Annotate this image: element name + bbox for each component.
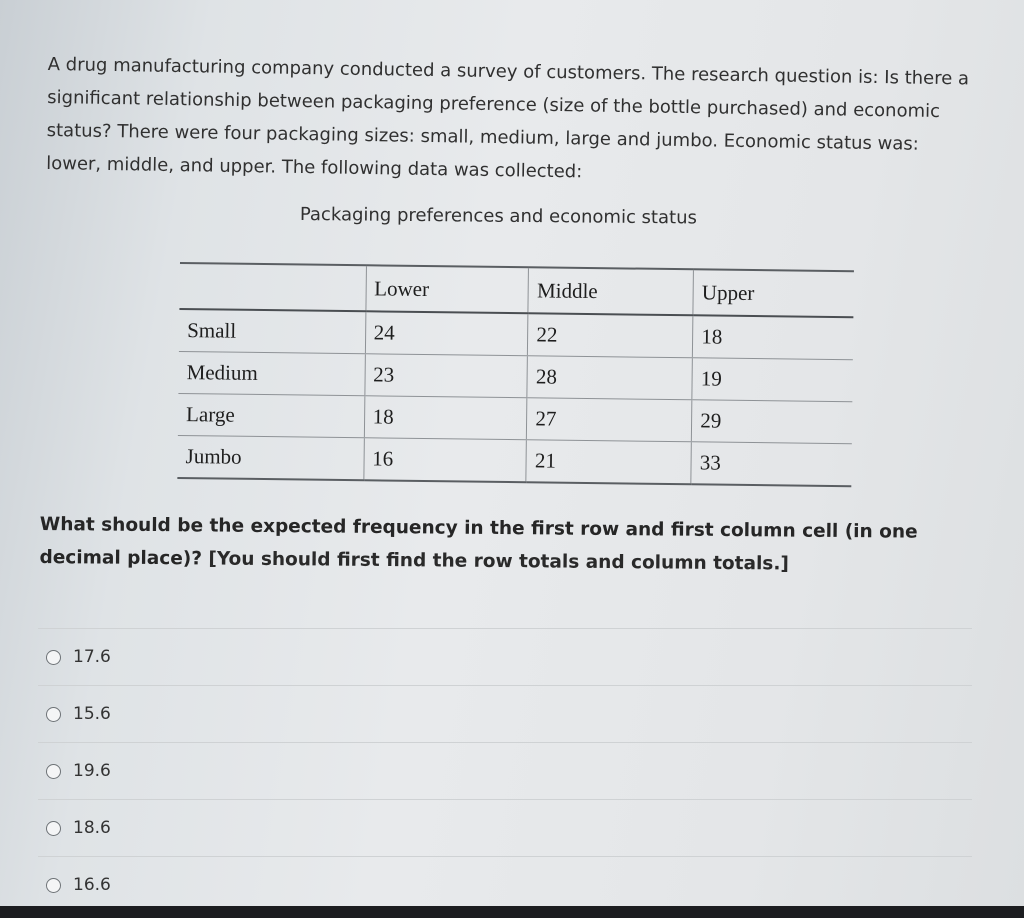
radio-button-icon[interactable] [46, 764, 61, 779]
table-cell: 22 [528, 313, 693, 358]
answer-options [38, 628, 972, 913]
question-prompt [39, 508, 980, 582]
table-cell: 19 [692, 358, 853, 402]
table-cell: 28 [527, 356, 692, 400]
radio-button-icon[interactable] [46, 878, 61, 893]
table-row [177, 435, 851, 486]
prompt-text: What should be the expected frequency in the first row and first column cell (in one decimal place)? [39, 513, 918, 570]
option-label: 17.6 [73, 647, 111, 667]
row-label: Small [179, 309, 366, 354]
table-cell: 23 [364, 354, 527, 398]
table-cell: 33 [691, 442, 852, 486]
answer-option-3[interactable] [38, 742, 972, 799]
table-cell: 27 [527, 398, 692, 442]
table-cell: 16 [363, 438, 526, 482]
table-cell: 18 [693, 315, 854, 359]
answer-option-4[interactable] [38, 799, 972, 856]
data-table [177, 262, 854, 487]
radio-button-icon[interactable] [46, 707, 61, 722]
answer-option-2[interactable] [38, 685, 972, 742]
screen-bezel [0, 906, 1024, 918]
column-header-middle: Middle [528, 267, 693, 315]
answer-option-1[interactable] [38, 628, 972, 685]
table-caption: Packaging preferences and economic status [299, 204, 698, 229]
table-cell: 21 [526, 440, 691, 485]
prompt-hint: [You should first find the row totals and column totals.] [208, 548, 789, 575]
option-label: 16.6 [73, 875, 111, 895]
row-label: Large [178, 393, 365, 437]
table-header-row [179, 263, 854, 317]
question-intro: A drug manufacturing company conducted a survey of customers. The research question is: Is there a significant relationship between packaging preference (size of the bottle purchased) and economic status? There were four packaging sizes: small, medium, large and jumbo. Economic status was: lower, middle, and upper. The following data was collected: [46, 53, 970, 183]
column-header-upper: Upper [693, 269, 854, 317]
answer-option-5[interactable] [38, 856, 972, 913]
column-header-blank [179, 263, 366, 311]
column-header-lower: Lower [365, 265, 528, 313]
table-cell: 29 [692, 400, 853, 444]
radio-button-icon[interactable] [46, 650, 61, 665]
option-label: 15.6 [73, 704, 111, 724]
row-label: Jumbo [177, 435, 364, 480]
table-cell: 24 [365, 311, 528, 355]
option-label: 19.6 [73, 761, 111, 781]
radio-button-icon[interactable] [46, 821, 61, 836]
option-label: 18.6 [73, 818, 111, 838]
table-cell: 18 [364, 396, 527, 440]
row-label: Medium [178, 351, 365, 395]
